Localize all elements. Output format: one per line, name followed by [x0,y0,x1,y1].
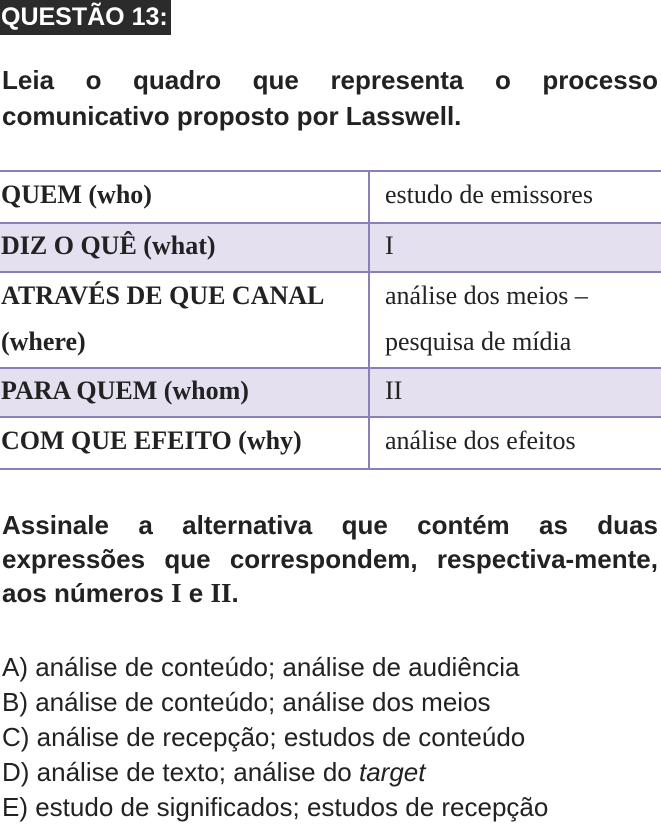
table-cell-left [0,272,369,368]
intro-text: Leia o quadro que representa o processo comunicativo proposto por Lasswell. [2,65,658,131]
table-cell-left-line: ATRAVÉS DE QUE CANAL [1,281,325,310]
instruction-text [2,508,658,610]
instruction-end: . [231,578,239,608]
lasswell-table [0,170,661,470]
table-cell-right [369,272,661,368]
option-b[interactable]: B) análise de conteúdo; análise dos meios [2,687,491,717]
option-e[interactable]: E) estudo de significados; estudos de recepção [2,792,549,822]
table-row [0,272,661,368]
table-cell-right: II [369,368,661,417]
instruction-connector: e [181,578,211,608]
table-cell-right-line: pesquisa de mídia [385,327,572,356]
table-cell-left: QUEM (who) [0,171,369,223]
table-cell-left-line: (where) [1,327,86,356]
table-cell-right: I [369,223,661,272]
table-cell-right: análise dos efeitos [369,417,661,469]
table-row [0,223,661,272]
instruction-num-2: II [210,578,232,608]
option-d-italic: target [359,757,426,787]
answer-options [2,650,548,825]
question-number: QUESTÃO 13: [0,0,171,35]
option-a[interactable]: A) análise de conteúdo; análise de audiência [2,652,520,682]
table-cell-left: DIZ O QUÊ (what) [0,223,369,272]
option-c[interactable]: C) análise de recepção; estudos de conteúdo [2,722,526,752]
table-cell-right-line: análise dos meios – [385,281,588,310]
table-row [0,368,661,417]
instruction-body: Assinale a alternativa que contém as duas expressões que correspondem, respectiva-mente, aos números [2,510,658,608]
table-cell-right: estudo de emissores [369,171,661,223]
option-d-text: D) análise de texto; análise do [2,757,359,787]
option-d[interactable] [2,755,548,790]
table-row [0,171,661,223]
table-cell-left: COM QUE EFEITO (why) [0,417,369,469]
instruction-num-1: I [171,578,182,608]
table-cell-left: PARA QUEM (whom) [0,368,369,417]
table-row [0,417,661,469]
